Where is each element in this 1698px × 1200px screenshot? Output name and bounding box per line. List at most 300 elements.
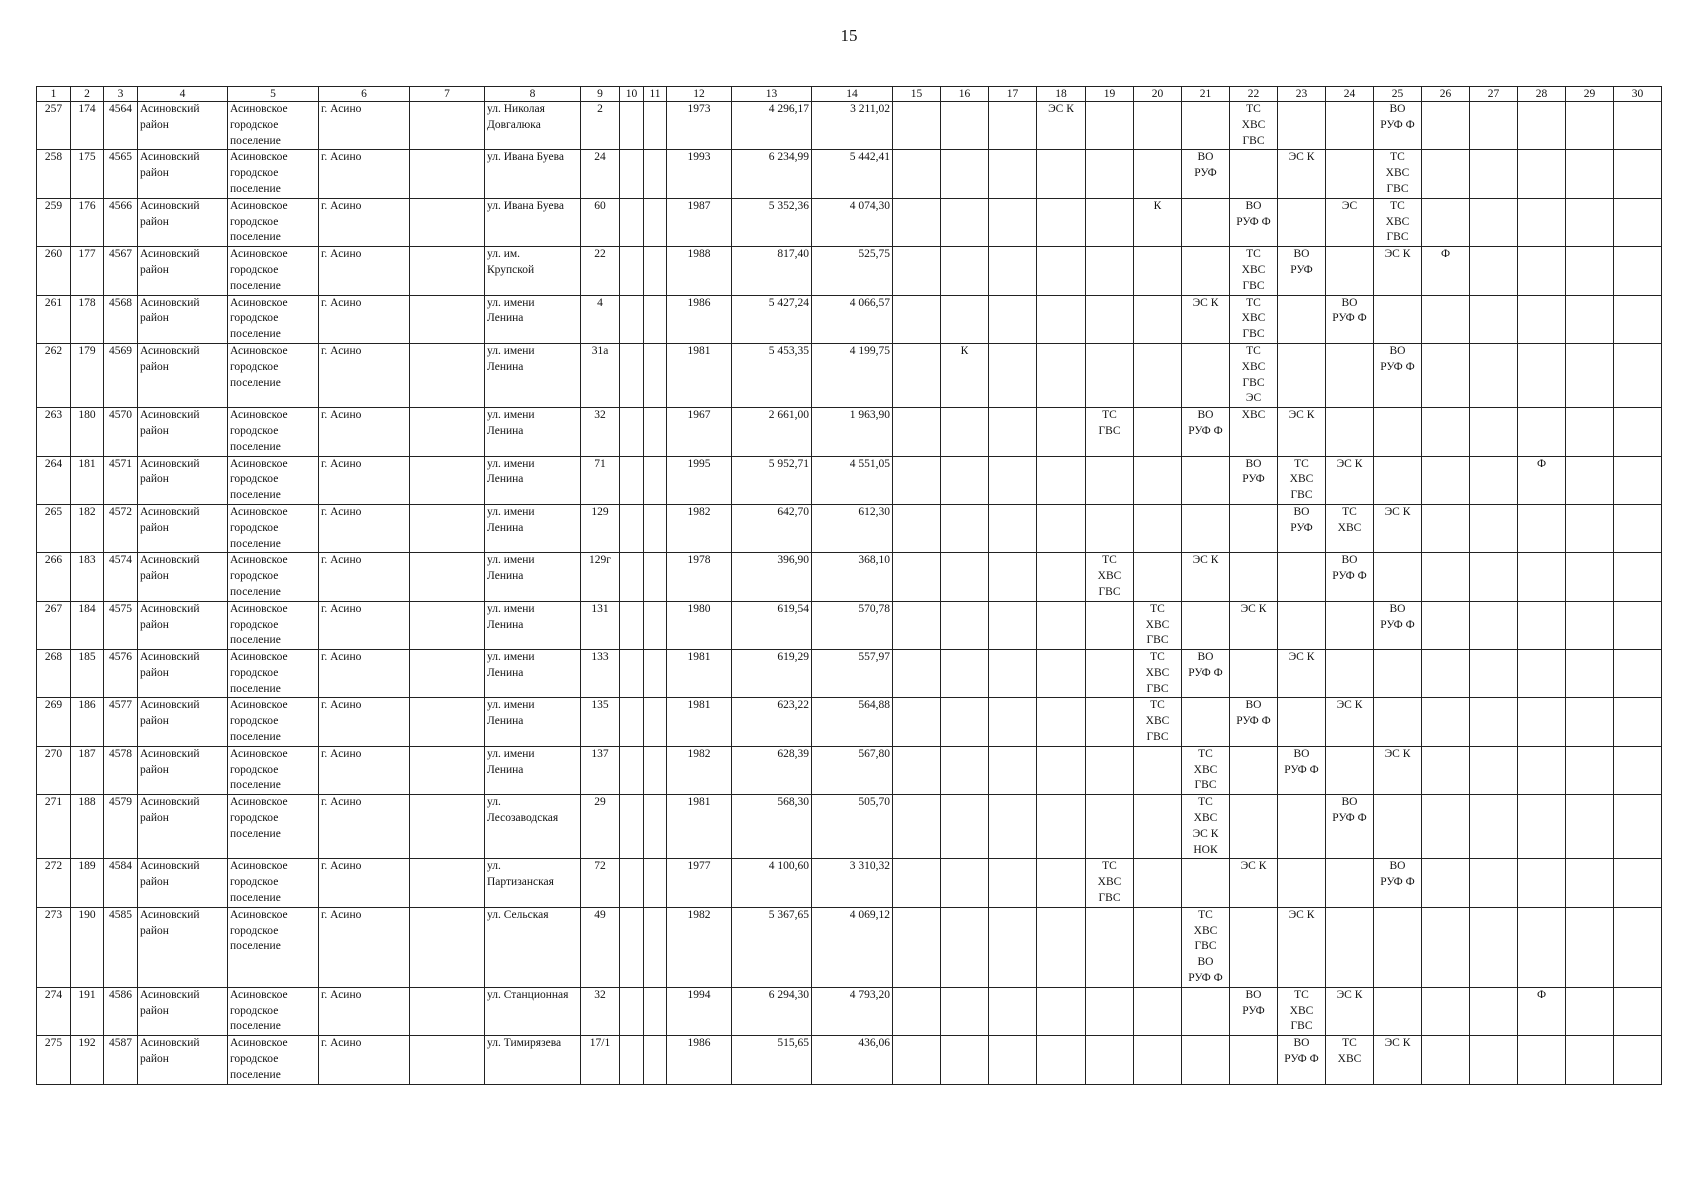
table-cell-col-18 xyxy=(1037,408,1086,456)
table-cell-col-14: 564,88 xyxy=(812,698,893,746)
table-cell-col-21 xyxy=(1182,1036,1230,1084)
table-cell-col-6: г. Асино xyxy=(319,746,410,794)
table-cell-col-30 xyxy=(1614,150,1662,198)
table-cell-col-22: ТС ХВС ГВС ЭС xyxy=(1230,343,1278,407)
table-cell-col-22: ТС ХВС ГВС xyxy=(1230,102,1278,150)
table-cell-col-14: 612,30 xyxy=(812,504,893,552)
table-cell-col-30 xyxy=(1614,504,1662,552)
table-cell-col-26 xyxy=(1422,746,1470,794)
table-cell-col-2: 185 xyxy=(71,650,104,698)
table-cell-col-29 xyxy=(1566,343,1614,407)
table-cell-col-16: К xyxy=(941,343,989,407)
table-cell-col-20 xyxy=(1134,859,1182,907)
table-cell-col-14: 525,75 xyxy=(812,247,893,295)
table-cell-col-12: 1987 xyxy=(667,198,732,246)
table-cell-col-28 xyxy=(1518,601,1566,649)
table-cell-col-2: 175 xyxy=(71,150,104,198)
table-cell-col-8: ул. имени Ленина xyxy=(485,343,581,407)
table-cell-col-25: ВО РУФ Ф xyxy=(1374,102,1422,150)
table-cell-col-9: 133 xyxy=(581,650,620,698)
table-cell-col-1: 274 xyxy=(37,987,71,1035)
table-cell-col-24: ЭС К xyxy=(1326,456,1374,504)
table-cell-col-18 xyxy=(1037,650,1086,698)
table-cell-col-7 xyxy=(410,859,485,907)
table-cell-col-22 xyxy=(1230,1036,1278,1084)
table-cell-col-20 xyxy=(1134,795,1182,859)
table-cell-col-29 xyxy=(1566,698,1614,746)
table-cell-col-5: Асиновское городское поселение xyxy=(228,746,319,794)
table-cell-col-18 xyxy=(1037,795,1086,859)
table-cell-col-9: 137 xyxy=(581,746,620,794)
table-cell-col-6: г. Асино xyxy=(319,859,410,907)
table-cell-col-4: Асиновский район xyxy=(138,746,228,794)
table-cell-col-3: 4566 xyxy=(104,198,138,246)
table-cell-col-27 xyxy=(1470,650,1518,698)
table-cell-col-21 xyxy=(1182,698,1230,746)
column-header-29: 29 xyxy=(1566,87,1614,102)
table-cell-col-25 xyxy=(1374,408,1422,456)
table-cell-col-17 xyxy=(989,795,1037,859)
table-cell-col-3: 4587 xyxy=(104,1036,138,1084)
table-cell-col-26 xyxy=(1422,343,1470,407)
table-cell-col-3: 4569 xyxy=(104,343,138,407)
table-cell-col-12: 1978 xyxy=(667,553,732,601)
table-cell-col-10 xyxy=(620,456,644,504)
table-cell-col-3: 4570 xyxy=(104,408,138,456)
table-cell-col-3: 4584 xyxy=(104,859,138,907)
table-cell-col-29 xyxy=(1566,247,1614,295)
table-cell-col-6: г. Асино xyxy=(319,698,410,746)
table-cell-col-23 xyxy=(1278,295,1326,343)
table-cell-col-26 xyxy=(1422,295,1470,343)
table-cell-col-10 xyxy=(620,102,644,150)
table-cell-col-5: Асиновское городское поселение xyxy=(228,150,319,198)
table-cell-col-19 xyxy=(1086,343,1134,407)
table-cell-col-28 xyxy=(1518,247,1566,295)
table-cell-col-23: ВО РУФ Ф xyxy=(1278,1036,1326,1084)
table-cell-col-11 xyxy=(644,150,667,198)
table-cell-col-4: Асиновский район xyxy=(138,408,228,456)
table-cell-col-27 xyxy=(1470,343,1518,407)
table-cell-col-16 xyxy=(941,650,989,698)
table-cell-col-2: 178 xyxy=(71,295,104,343)
table-cell-col-8: ул. Лесозаводская xyxy=(485,795,581,859)
table-cell-col-8: ул. имени Ленина xyxy=(485,746,581,794)
table-cell-col-15 xyxy=(893,247,941,295)
column-header-12: 12 xyxy=(667,87,732,102)
table-row xyxy=(37,198,1662,246)
table-cell-col-15 xyxy=(893,150,941,198)
table-cell-col-13: 5 952,71 xyxy=(732,456,812,504)
table-cell-col-27 xyxy=(1470,795,1518,859)
table-cell-col-19 xyxy=(1086,650,1134,698)
table-cell-col-13: 6 294,30 xyxy=(732,987,812,1035)
table-cell-col-7 xyxy=(410,102,485,150)
table-cell-col-29 xyxy=(1566,198,1614,246)
table-cell-col-29 xyxy=(1566,150,1614,198)
table-cell-col-2: 182 xyxy=(71,504,104,552)
table-body xyxy=(37,102,1662,1085)
table-cell-col-25 xyxy=(1374,650,1422,698)
table-cell-col-18 xyxy=(1037,859,1086,907)
table-cell-col-22: ВО РУФ Ф xyxy=(1230,198,1278,246)
table-cell-col-7 xyxy=(410,150,485,198)
table-cell-col-22: ВО РУФ Ф xyxy=(1230,698,1278,746)
table-cell-col-16 xyxy=(941,198,989,246)
table-cell-col-26 xyxy=(1422,408,1470,456)
table-cell-col-5: Асиновское городское поселение xyxy=(228,456,319,504)
table-cell-col-17 xyxy=(989,698,1037,746)
table-cell-col-12: 1994 xyxy=(667,987,732,1035)
table-cell-col-27 xyxy=(1470,601,1518,649)
table-cell-col-18 xyxy=(1037,553,1086,601)
table-cell-col-4: Асиновский район xyxy=(138,198,228,246)
table-cell-col-25 xyxy=(1374,907,1422,987)
table-cell-col-28 xyxy=(1518,1036,1566,1084)
table-cell-col-17 xyxy=(989,504,1037,552)
table-cell-col-25 xyxy=(1374,553,1422,601)
table-cell-col-19 xyxy=(1086,601,1134,649)
table-cell-col-19 xyxy=(1086,150,1134,198)
table-cell-col-2: 186 xyxy=(71,698,104,746)
table-cell-col-14: 4 793,20 xyxy=(812,987,893,1035)
table-cell-col-26 xyxy=(1422,102,1470,150)
table-cell-col-5: Асиновское городское поселение xyxy=(228,247,319,295)
table-cell-col-6: г. Асино xyxy=(319,601,410,649)
table-cell-col-20 xyxy=(1134,553,1182,601)
table-cell-col-13: 568,30 xyxy=(732,795,812,859)
table-cell-col-18 xyxy=(1037,295,1086,343)
table-cell-col-5: Асиновское городское поселение xyxy=(228,601,319,649)
table-cell-col-8: ул. имени Ленина xyxy=(485,504,581,552)
table-cell-col-30 xyxy=(1614,698,1662,746)
table-cell-col-30 xyxy=(1614,1036,1662,1084)
table-cell-col-22 xyxy=(1230,553,1278,601)
table-cell-col-17 xyxy=(989,907,1037,987)
table-cell-col-1: 275 xyxy=(37,1036,71,1084)
table-cell-col-25: ВО РУФ Ф xyxy=(1374,601,1422,649)
table-cell-col-15 xyxy=(893,1036,941,1084)
table-cell-col-11 xyxy=(644,698,667,746)
column-header-8: 8 xyxy=(485,87,581,102)
table-cell-col-7 xyxy=(410,907,485,987)
table-cell-col-8: ул. имени Ленина xyxy=(485,456,581,504)
table-cell-col-26 xyxy=(1422,859,1470,907)
table-cell-col-7 xyxy=(410,795,485,859)
table-cell-col-19 xyxy=(1086,987,1134,1035)
table-cell-col-11 xyxy=(644,907,667,987)
table-row xyxy=(37,295,1662,343)
table-cell-col-19 xyxy=(1086,504,1134,552)
table-cell-col-1: 268 xyxy=(37,650,71,698)
table-cell-col-14: 3 310,32 xyxy=(812,859,893,907)
table-cell-col-19: ТС ХВС ГВС xyxy=(1086,859,1134,907)
table-cell-col-12: 1981 xyxy=(667,698,732,746)
table-cell-col-21: ТС ХВС ЭС К НОК xyxy=(1182,795,1230,859)
table-cell-col-9: 131 xyxy=(581,601,620,649)
table-cell-col-1: 269 xyxy=(37,698,71,746)
table-cell-col-14: 4 199,75 xyxy=(812,343,893,407)
table-cell-col-18 xyxy=(1037,601,1086,649)
column-header-17: 17 xyxy=(989,87,1037,102)
column-header-5: 5 xyxy=(228,87,319,102)
table-cell-col-3: 4585 xyxy=(104,907,138,987)
table-cell-col-5: Асиновское городское поселение xyxy=(228,102,319,150)
table-cell-col-22 xyxy=(1230,746,1278,794)
table-cell-col-11 xyxy=(644,247,667,295)
table-row xyxy=(37,1036,1662,1084)
table-cell-col-28 xyxy=(1518,859,1566,907)
table-cell-col-28 xyxy=(1518,795,1566,859)
table-cell-col-8: ул. Николая Довгалюка xyxy=(485,102,581,150)
table-cell-col-30 xyxy=(1614,795,1662,859)
table-cell-col-23 xyxy=(1278,102,1326,150)
table-cell-col-28 xyxy=(1518,408,1566,456)
table-cell-col-27 xyxy=(1470,504,1518,552)
table-cell-col-25 xyxy=(1374,795,1422,859)
table-cell-col-23 xyxy=(1278,859,1326,907)
table-cell-col-21: ВО РУФ Ф xyxy=(1182,408,1230,456)
table-cell-col-7 xyxy=(410,408,485,456)
table-cell-col-25: ЭС К xyxy=(1374,1036,1422,1084)
table-cell-col-30 xyxy=(1614,987,1662,1035)
table-cell-col-28 xyxy=(1518,150,1566,198)
table-cell-col-23 xyxy=(1278,343,1326,407)
table-cell-col-6: г. Асино xyxy=(319,504,410,552)
table-cell-col-27 xyxy=(1470,247,1518,295)
table-cell-col-9: 29 xyxy=(581,795,620,859)
table-cell-col-28 xyxy=(1518,746,1566,794)
table-cell-col-3: 4571 xyxy=(104,456,138,504)
table-cell-col-3: 4577 xyxy=(104,698,138,746)
table-cell-col-4: Асиновский район xyxy=(138,795,228,859)
table-cell-col-4: Асиновский район xyxy=(138,102,228,150)
table-cell-col-23 xyxy=(1278,601,1326,649)
column-header-11: 11 xyxy=(644,87,667,102)
table-cell-col-10 xyxy=(620,859,644,907)
table-cell-col-1: 272 xyxy=(37,859,71,907)
table-cell-col-15 xyxy=(893,102,941,150)
column-header-27: 27 xyxy=(1470,87,1518,102)
table-cell-col-16 xyxy=(941,746,989,794)
table-cell-col-23 xyxy=(1278,198,1326,246)
column-header-7: 7 xyxy=(410,87,485,102)
table-cell-col-12: 1977 xyxy=(667,859,732,907)
table-cell-col-6: г. Асино xyxy=(319,343,410,407)
table-cell-col-15 xyxy=(893,553,941,601)
table-cell-col-24 xyxy=(1326,247,1374,295)
table-cell-col-11 xyxy=(644,1036,667,1084)
table-cell-col-15 xyxy=(893,408,941,456)
table-cell-col-9: 49 xyxy=(581,907,620,987)
table-cell-col-8: ул. Тимирязева xyxy=(485,1036,581,1084)
table-cell-col-8: ул. имени Ленина xyxy=(485,553,581,601)
table-cell-col-13: 5 427,24 xyxy=(732,295,812,343)
table-row xyxy=(37,987,1662,1035)
table-cell-col-19 xyxy=(1086,1036,1134,1084)
table-cell-col-5: Асиновское городское поселение xyxy=(228,795,319,859)
building-registry-table xyxy=(36,86,1662,1085)
table-cell-col-7 xyxy=(410,504,485,552)
table-row xyxy=(37,150,1662,198)
table-cell-col-7 xyxy=(410,553,485,601)
table-cell-col-20 xyxy=(1134,247,1182,295)
table-cell-col-4: Асиновский район xyxy=(138,456,228,504)
table-cell-col-18 xyxy=(1037,987,1086,1035)
table-cell-col-17 xyxy=(989,408,1037,456)
table-cell-col-15 xyxy=(893,746,941,794)
table-cell-col-19 xyxy=(1086,456,1134,504)
table-cell-col-27 xyxy=(1470,456,1518,504)
column-header-16: 16 xyxy=(941,87,989,102)
table-cell-col-26 xyxy=(1422,1036,1470,1084)
table-cell-col-9: 22 xyxy=(581,247,620,295)
table-cell-col-25: ЭС К xyxy=(1374,247,1422,295)
table-cell-col-23: ЭС К xyxy=(1278,907,1326,987)
table-row xyxy=(37,456,1662,504)
column-header-25: 25 xyxy=(1374,87,1422,102)
table-cell-col-12: 1980 xyxy=(667,601,732,649)
table-cell-col-25: ВО РУФ Ф xyxy=(1374,343,1422,407)
table-cell-col-22: ТС ХВС ГВС xyxy=(1230,295,1278,343)
table-cell-col-27 xyxy=(1470,987,1518,1035)
table-cell-col-8: ул. имени Ленина xyxy=(485,650,581,698)
table-cell-col-7 xyxy=(410,1036,485,1084)
table-row xyxy=(37,601,1662,649)
table-cell-col-11 xyxy=(644,795,667,859)
table-cell-col-19 xyxy=(1086,795,1134,859)
table-cell-col-6: г. Асино xyxy=(319,1036,410,1084)
table-cell-col-9: 72 xyxy=(581,859,620,907)
table-cell-col-6: г. Асино xyxy=(319,650,410,698)
table-cell-col-26 xyxy=(1422,650,1470,698)
table-cell-col-9: 32 xyxy=(581,987,620,1035)
table-cell-col-6: г. Асино xyxy=(319,247,410,295)
table-cell-col-29 xyxy=(1566,650,1614,698)
table-cell-col-20: ТС ХВС ГВС xyxy=(1134,698,1182,746)
table-cell-col-18: ЭС К xyxy=(1037,102,1086,150)
table-cell-col-21: ВО РУФ xyxy=(1182,150,1230,198)
table-cell-col-27 xyxy=(1470,150,1518,198)
table-cell-col-1: 271 xyxy=(37,795,71,859)
table-cell-col-23: ВО РУФ xyxy=(1278,504,1326,552)
table-cell-col-16 xyxy=(941,698,989,746)
table-cell-col-9: 2 xyxy=(581,102,620,150)
table-cell-col-25 xyxy=(1374,698,1422,746)
table-cell-col-11 xyxy=(644,504,667,552)
table-cell-col-7 xyxy=(410,601,485,649)
table-cell-col-7 xyxy=(410,650,485,698)
table-cell-col-14: 557,97 xyxy=(812,650,893,698)
table-cell-col-12: 1982 xyxy=(667,907,732,987)
page-number: 15 xyxy=(840,26,858,45)
table-cell-col-20 xyxy=(1134,1036,1182,1084)
table-cell-col-11 xyxy=(644,295,667,343)
table-cell-col-26 xyxy=(1422,456,1470,504)
table-cell-col-9: 4 xyxy=(581,295,620,343)
table-cell-col-20 xyxy=(1134,408,1182,456)
table-cell-col-16 xyxy=(941,987,989,1035)
table-cell-col-9: 129 xyxy=(581,504,620,552)
table-cell-col-14: 1 963,90 xyxy=(812,408,893,456)
table-cell-col-16 xyxy=(941,601,989,649)
table-cell-col-1: 270 xyxy=(37,746,71,794)
table-cell-col-11 xyxy=(644,198,667,246)
table-cell-col-9: 31а xyxy=(581,343,620,407)
table-cell-col-1: 258 xyxy=(37,150,71,198)
table-cell-col-9: 17/1 xyxy=(581,1036,620,1084)
table-cell-col-2: 179 xyxy=(71,343,104,407)
table-cell-col-7 xyxy=(410,198,485,246)
table-cell-col-21 xyxy=(1182,504,1230,552)
table-cell-col-25: ТС ХВС ГВС xyxy=(1374,198,1422,246)
table-cell-col-29 xyxy=(1566,102,1614,150)
table-cell-col-16 xyxy=(941,295,989,343)
table-cell-col-22 xyxy=(1230,907,1278,987)
table-cell-col-20: ТС ХВС ГВС xyxy=(1134,601,1182,649)
table-cell-col-14: 567,80 xyxy=(812,746,893,794)
table-cell-col-1: 264 xyxy=(37,456,71,504)
table-cell-col-24 xyxy=(1326,650,1374,698)
table-cell-col-20 xyxy=(1134,102,1182,150)
table-cell-col-1: 273 xyxy=(37,907,71,987)
table-cell-col-6: г. Асино xyxy=(319,987,410,1035)
table-cell-col-18 xyxy=(1037,907,1086,987)
column-header-14: 14 xyxy=(812,87,893,102)
table-cell-col-21 xyxy=(1182,343,1230,407)
table-cell-col-17 xyxy=(989,746,1037,794)
table-cell-col-5: Асиновское городское поселение xyxy=(228,1036,319,1084)
table-cell-col-11 xyxy=(644,859,667,907)
table-cell-col-23 xyxy=(1278,698,1326,746)
table-cell-col-10 xyxy=(620,1036,644,1084)
table-cell-col-11 xyxy=(644,553,667,601)
table-cell-col-26 xyxy=(1422,987,1470,1035)
table-cell-col-5: Асиновское городское поселение xyxy=(228,295,319,343)
table-cell-col-2: 174 xyxy=(71,102,104,150)
table-cell-col-2: 180 xyxy=(71,408,104,456)
table-cell-col-1: 259 xyxy=(37,198,71,246)
table-cell-col-20: К xyxy=(1134,198,1182,246)
table-cell-col-2: 184 xyxy=(71,601,104,649)
table-cell-col-1: 265 xyxy=(37,504,71,552)
table-cell-col-6: г. Асино xyxy=(319,907,410,987)
table-cell-col-4: Асиновский район xyxy=(138,698,228,746)
table-cell-col-5: Асиновское городское поселение xyxy=(228,553,319,601)
table-cell-col-21 xyxy=(1182,859,1230,907)
table-cell-col-24: ВО РУФ Ф xyxy=(1326,553,1374,601)
table-cell-col-24: ВО РУФ Ф xyxy=(1326,295,1374,343)
table-cell-col-2: 188 xyxy=(71,795,104,859)
table-cell-col-9: 32 xyxy=(581,408,620,456)
table-cell-col-24: ЭС К xyxy=(1326,987,1374,1035)
table-cell-col-24 xyxy=(1326,150,1374,198)
table-cell-col-16 xyxy=(941,504,989,552)
table-cell-col-21: ЭС К xyxy=(1182,553,1230,601)
table-cell-col-25: ЭС К xyxy=(1374,746,1422,794)
table-cell-col-19: ТС ГВС xyxy=(1086,408,1134,456)
table-cell-col-21 xyxy=(1182,198,1230,246)
table-cell-col-12: 1986 xyxy=(667,295,732,343)
table-cell-col-19 xyxy=(1086,746,1134,794)
table-cell-col-30 xyxy=(1614,247,1662,295)
table-cell-col-19 xyxy=(1086,295,1134,343)
column-header-6: 6 xyxy=(319,87,410,102)
table-cell-col-10 xyxy=(620,343,644,407)
table-cell-col-27 xyxy=(1470,408,1518,456)
table-cell-col-6: г. Асино xyxy=(319,456,410,504)
table-cell-col-17 xyxy=(989,1036,1037,1084)
